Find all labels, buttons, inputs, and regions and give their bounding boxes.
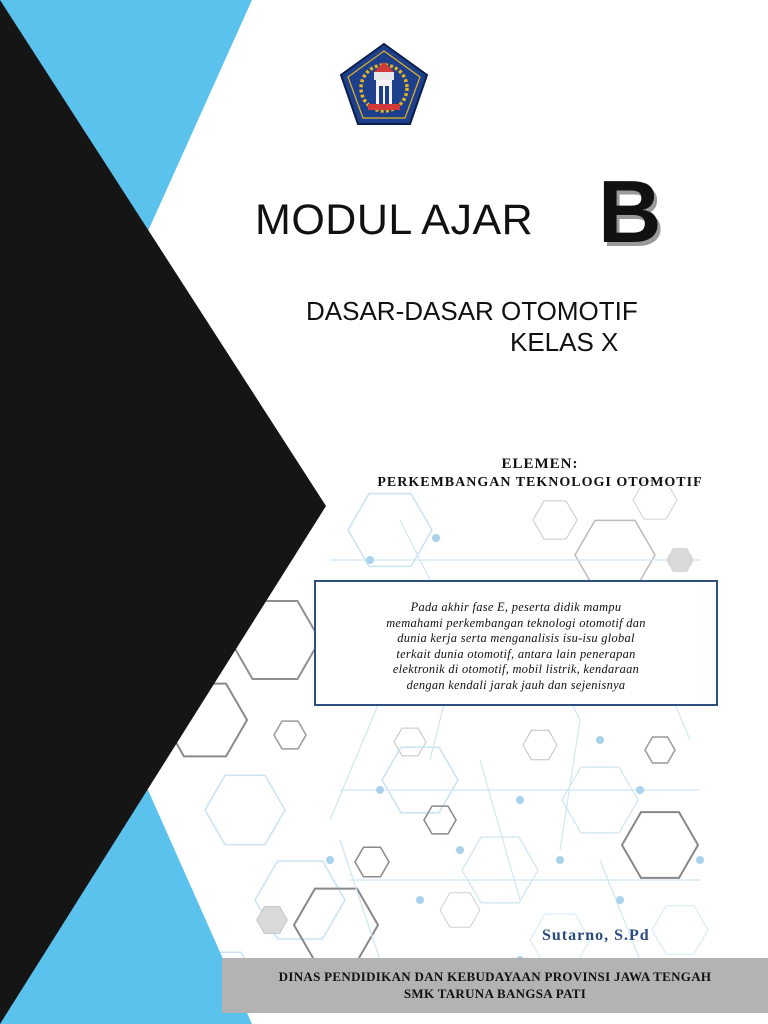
phase-letter: B	[598, 162, 662, 261]
grade-label: KELAS X	[510, 327, 619, 357]
learning-outcome-line: Pada akhir fase E, peserta didik mampu	[410, 600, 622, 614]
learning-outcome-line: dunia kerja serta menganalisis isu-isu global	[397, 631, 635, 645]
footer-banner	[222, 958, 768, 1013]
provincial-crest-icon	[338, 42, 430, 126]
learning-outcome-box	[314, 580, 718, 706]
learning-outcome-line: dengan kendali jarak jauh dan sejenisnya	[406, 677, 626, 692]
author-name: Sutarno, S.Pd	[542, 927, 650, 944]
element-label: ELEMEN:	[501, 456, 579, 472]
footer-institution: DINAS PENDIDIKAN DAN KEBUDAYAAN PROVINSI JAWA TENGAH	[278, 969, 712, 984]
footer-school: SMK TARUNA BANGSA PATI	[403, 986, 587, 1001]
learning-outcome-line: memahami perkembangan teknologi otomotif dan	[386, 615, 646, 630]
element-name: PERKEMBANGAN TEKNOLOGI OTOMOTIF	[377, 475, 703, 490]
learning-outcome-line: terkait dunia otomotif, antara lain penerapan	[396, 646, 636, 661]
subject-title: DASAR-DASAR OTOMOTIF	[306, 296, 638, 326]
learning-outcome-line: elektronik di otomotif, mobil listrik, kendaraan	[392, 662, 640, 676]
module-title: MODUL AJAR	[255, 196, 534, 244]
